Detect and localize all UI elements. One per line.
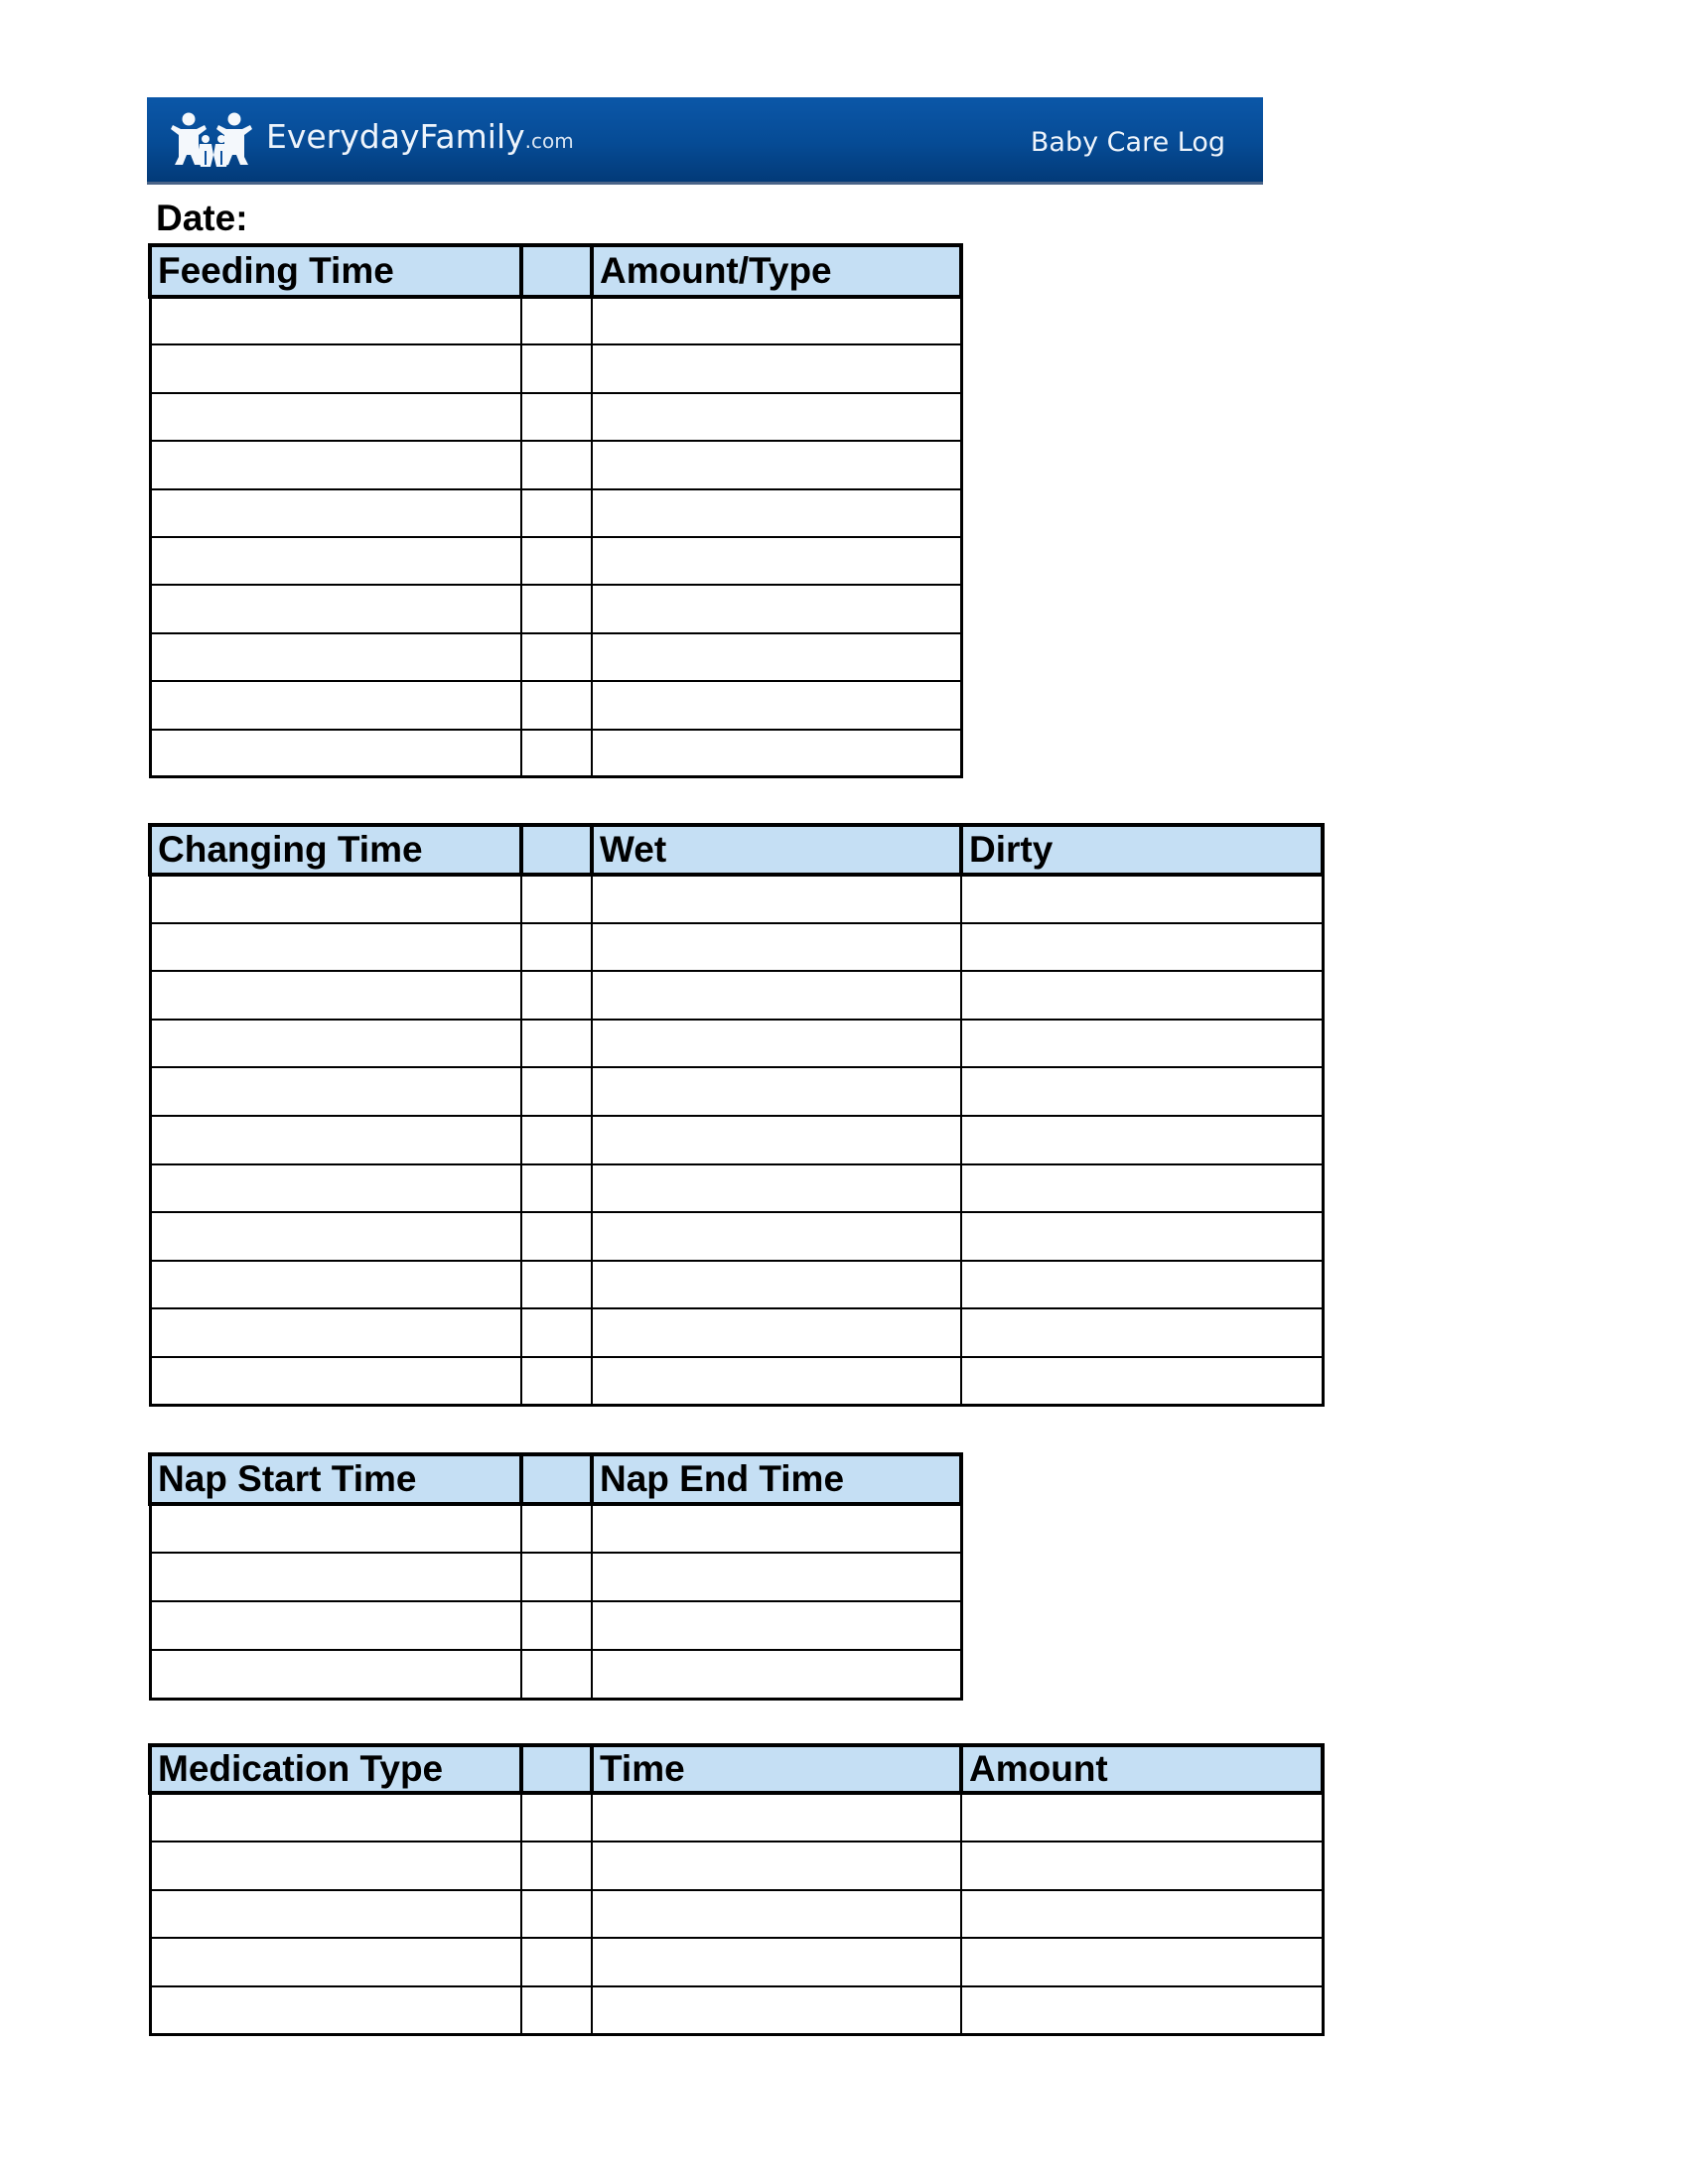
cell-input[interactable] <box>522 1319 591 1347</box>
table-cell[interactable] <box>592 393 961 441</box>
table-cell[interactable] <box>521 1601 592 1650</box>
table-cell[interactable] <box>150 1890 521 1939</box>
column-header <box>521 245 592 297</box>
cell-input[interactable] <box>593 981 960 1009</box>
cell-input[interactable] <box>152 1078 521 1106</box>
cell-input[interactable] <box>152 933 521 961</box>
cell-input[interactable] <box>522 981 591 1009</box>
cell-input[interactable] <box>522 1271 591 1298</box>
cell-input[interactable] <box>522 1222 591 1250</box>
table-row <box>150 1067 1323 1116</box>
table-row <box>150 1793 1323 1842</box>
table-cell[interactable] <box>150 1212 521 1261</box>
cell-input[interactable] <box>152 1319 521 1347</box>
table-cell[interactable] <box>592 1504 961 1553</box>
date-label: Date: <box>156 198 248 238</box>
cell-input[interactable] <box>593 1271 960 1298</box>
cell-input[interactable] <box>152 691 521 719</box>
cell-input[interactable] <box>152 403 521 431</box>
table-cell[interactable] <box>521 393 592 441</box>
table-cell[interactable] <box>961 923 1323 972</box>
cell-input[interactable] <box>152 1126 521 1154</box>
cell-input[interactable] <box>593 308 960 336</box>
column-header: Medication Type <box>150 1745 521 1793</box>
cell-input[interactable] <box>522 451 591 478</box>
table-cell[interactable] <box>961 1890 1323 1939</box>
table-cell[interactable] <box>592 537 961 585</box>
table-cell[interactable] <box>150 489 521 537</box>
table-row <box>150 633 961 681</box>
cell-input[interactable] <box>962 1319 1322 1347</box>
table-cell[interactable] <box>592 1890 961 1939</box>
cell-input[interactable] <box>522 1078 591 1106</box>
table-cell[interactable] <box>592 1842 961 1890</box>
table-cell[interactable] <box>521 1842 592 1890</box>
cell-input[interactable] <box>593 643 960 671</box>
cell-input[interactable] <box>593 1126 960 1154</box>
cell-input[interactable] <box>152 1804 521 1832</box>
cell-input[interactable] <box>152 451 521 478</box>
column-header <box>521 1745 592 1793</box>
table-cell[interactable] <box>521 585 592 632</box>
cell-input[interactable] <box>962 1126 1322 1154</box>
cell-input[interactable] <box>522 1126 591 1154</box>
table-row <box>150 1212 1323 1261</box>
cell-input[interactable] <box>593 886 960 913</box>
cell-input[interactable] <box>962 1996 1322 2024</box>
cell-input[interactable] <box>522 1564 591 1591</box>
column-header: Nap End Time <box>592 1454 961 1504</box>
table-cell[interactable] <box>592 1020 961 1068</box>
table-cell[interactable] <box>592 1164 961 1213</box>
table-cell[interactable] <box>150 1986 521 2035</box>
table-cell[interactable] <box>150 730 521 777</box>
cell-input[interactable] <box>522 643 591 671</box>
table-cell[interactable] <box>150 297 521 344</box>
table-cell[interactable] <box>150 1601 521 1650</box>
column-header <box>521 1454 592 1504</box>
changing-table <box>148 823 1325 1407</box>
cell-input[interactable] <box>152 547 521 575</box>
cell-input[interactable] <box>593 1515 960 1543</box>
cell-input[interactable] <box>593 403 960 431</box>
table-cell[interactable] <box>521 537 592 585</box>
table-row <box>150 1650 961 1699</box>
cell-input[interactable] <box>593 1996 960 2024</box>
table-row <box>150 681 961 729</box>
cell-input[interactable] <box>522 691 591 719</box>
table-cell[interactable] <box>961 1357 1323 1406</box>
column-header <box>521 825 592 875</box>
table-cell[interactable] <box>592 1553 961 1601</box>
cell-input[interactable] <box>522 1174 591 1202</box>
cell-input[interactable] <box>962 933 1322 961</box>
cell-input[interactable] <box>522 547 591 575</box>
table-cell[interactable] <box>592 1357 961 1406</box>
cell-input[interactable] <box>522 596 591 623</box>
table-row <box>150 344 961 392</box>
table-row <box>150 1842 1323 1890</box>
cell-input[interactable] <box>152 355 521 383</box>
cell-input[interactable] <box>522 739 591 766</box>
table-cell[interactable] <box>961 1842 1323 1890</box>
cell-input[interactable] <box>593 691 960 719</box>
table-row <box>150 1357 1323 1406</box>
cell-input[interactable] <box>593 1174 960 1202</box>
table-cell[interactable] <box>521 1986 592 2035</box>
cell-input[interactable] <box>593 1660 960 1688</box>
cell-input[interactable] <box>152 1174 521 1202</box>
table-cell[interactable] <box>150 1504 521 1553</box>
table-cell[interactable] <box>521 1067 592 1116</box>
table-cell[interactable] <box>521 1553 592 1601</box>
table-row <box>150 730 961 777</box>
table-row <box>150 585 961 632</box>
cell-input[interactable] <box>593 1367 960 1395</box>
table-row <box>150 1020 1323 1068</box>
table-cell[interactable] <box>592 1793 961 1842</box>
cell-input[interactable] <box>593 1078 960 1106</box>
cell-input[interactable] <box>593 1319 960 1347</box>
table-cell[interactable] <box>592 681 961 729</box>
column-header: Time <box>592 1745 961 1793</box>
table-cell[interactable] <box>961 1308 1323 1357</box>
brand-tld: .com <box>524 129 574 153</box>
column-header: Amount/Type <box>592 245 961 297</box>
table-cell[interactable] <box>592 1261 961 1309</box>
table-cell[interactable] <box>150 1020 521 1068</box>
header-row <box>150 1745 1323 1793</box>
header-row <box>150 1454 961 1504</box>
family-figures-icon <box>171 111 256 169</box>
cell-input[interactable] <box>593 739 960 766</box>
table-cell[interactable] <box>521 730 592 777</box>
cell-input[interactable] <box>522 1367 591 1395</box>
table-cell[interactable] <box>592 1116 961 1164</box>
header-row <box>150 825 1323 875</box>
table-cell[interactable] <box>961 971 1323 1020</box>
cell-input[interactable] <box>152 1515 521 1543</box>
feeding-table <box>148 243 963 778</box>
column-header: Changing Time <box>150 825 521 875</box>
column-header: Nap Start Time <box>150 1454 521 1504</box>
table-cell[interactable] <box>521 1261 592 1309</box>
cell-input[interactable] <box>593 1222 960 1250</box>
cell-input[interactable] <box>962 1851 1322 1879</box>
cell-input[interactable] <box>152 1612 521 1640</box>
table-cell[interactable] <box>521 441 592 488</box>
table-cell[interactable] <box>592 1067 961 1116</box>
table-cell[interactable] <box>150 537 521 585</box>
table-cell[interactable] <box>592 1986 961 2035</box>
table-row <box>150 1938 1323 1986</box>
cell-input[interactable] <box>522 1029 591 1057</box>
table-row <box>150 1601 961 1650</box>
table-row <box>150 1116 1323 1164</box>
column-header: Wet <box>592 825 961 875</box>
table-row <box>150 1164 1323 1213</box>
cell-input[interactable] <box>962 1804 1322 1832</box>
table-cell[interactable] <box>592 923 961 972</box>
cell-input[interactable] <box>962 1078 1322 1106</box>
table-cell[interactable] <box>592 441 961 488</box>
table-cell[interactable] <box>961 1116 1323 1164</box>
cell-input[interactable] <box>152 1949 521 1977</box>
table-cell[interactable] <box>150 923 521 972</box>
table-cell[interactable] <box>521 1164 592 1213</box>
table-row <box>150 489 961 537</box>
table-cell[interactable] <box>521 1938 592 1986</box>
cell-input[interactable] <box>152 308 521 336</box>
table-cell[interactable] <box>150 1164 521 1213</box>
cell-input[interactable] <box>593 1612 960 1640</box>
table-cell[interactable] <box>150 1067 521 1116</box>
cell-input[interactable] <box>962 1900 1322 1928</box>
table-cell[interactable] <box>592 633 961 681</box>
table-cell[interactable] <box>150 393 521 441</box>
table-cell[interactable] <box>521 971 592 1020</box>
table-cell[interactable] <box>521 681 592 729</box>
table-cell[interactable] <box>150 633 521 681</box>
table-cell[interactable] <box>150 875 521 923</box>
cell-input[interactable] <box>522 1851 591 1879</box>
column-header: Dirty <box>961 825 1323 875</box>
cell-input[interactable] <box>152 886 521 913</box>
table-cell[interactable] <box>592 971 961 1020</box>
table-cell[interactable] <box>521 923 592 972</box>
table-cell[interactable] <box>521 875 592 923</box>
table-cell[interactable] <box>521 344 592 392</box>
cell-input[interactable] <box>962 1174 1322 1202</box>
table-row <box>150 537 961 585</box>
cell-input[interactable] <box>522 1996 591 2024</box>
cell-input[interactable] <box>522 1660 591 1688</box>
cell-input[interactable] <box>152 1851 521 1879</box>
table-cell[interactable] <box>521 1212 592 1261</box>
table-cell[interactable] <box>150 971 521 1020</box>
cell-input[interactable] <box>962 981 1322 1009</box>
table-cell[interactable] <box>150 1553 521 1601</box>
cell-input[interactable] <box>962 886 1322 913</box>
cell-input[interactable] <box>593 1949 960 1977</box>
table-row <box>150 875 1323 923</box>
cell-input[interactable] <box>522 1900 591 1928</box>
cell-input[interactable] <box>152 981 521 1009</box>
column-header: Feeding Time <box>150 245 521 297</box>
brand-name <box>266 117 574 161</box>
table-cell[interactable] <box>150 1308 521 1357</box>
table-cell[interactable] <box>150 585 521 632</box>
table-cell[interactable] <box>592 875 961 923</box>
cell-input[interactable] <box>593 1029 960 1057</box>
cell-input[interactable] <box>152 499 521 527</box>
cell-input[interactable] <box>593 933 960 961</box>
cell-input[interactable] <box>962 1949 1322 1977</box>
table-row <box>150 1261 1323 1309</box>
cell-input[interactable] <box>152 643 521 671</box>
cell-input[interactable] <box>522 1804 591 1832</box>
table-cell[interactable] <box>961 1793 1323 1842</box>
cell-input[interactable] <box>522 499 591 527</box>
table-cell[interactable] <box>592 489 961 537</box>
table-cell[interactable] <box>592 1650 961 1699</box>
table-cell[interactable] <box>961 1020 1323 1068</box>
table-row <box>150 1890 1323 1939</box>
table-cell[interactable] <box>150 1938 521 1986</box>
table-cell[interactable] <box>521 1308 592 1357</box>
brand-name-text: EverydayFamily <box>266 117 525 156</box>
cell-input[interactable] <box>152 1660 521 1688</box>
table-cell[interactable] <box>521 1890 592 1939</box>
cell-input[interactable] <box>522 1612 591 1640</box>
table-cell[interactable] <box>521 1020 592 1068</box>
table-cell[interactable] <box>961 1986 1323 2035</box>
table-cell[interactable] <box>521 1504 592 1553</box>
table-cell[interactable] <box>150 1793 521 1842</box>
cell-input[interactable] <box>522 1515 591 1543</box>
table-cell[interactable] <box>521 297 592 344</box>
cell-input[interactable] <box>522 886 591 913</box>
table-row <box>150 297 961 344</box>
header-banner <box>147 97 1263 185</box>
cell-input[interactable] <box>593 355 960 383</box>
table-cell[interactable] <box>150 1650 521 1699</box>
cell-input[interactable] <box>593 1564 960 1591</box>
cell-input[interactable] <box>593 596 960 623</box>
table-cell[interactable] <box>592 1212 961 1261</box>
table-cell[interactable] <box>150 1261 521 1309</box>
table-row <box>150 1986 1323 2035</box>
cell-input[interactable] <box>522 308 591 336</box>
cell-input[interactable] <box>593 547 960 575</box>
cell-input[interactable] <box>593 499 960 527</box>
cell-input[interactable] <box>962 1271 1322 1298</box>
table-cell[interactable] <box>521 633 592 681</box>
table-row <box>150 1308 1323 1357</box>
table-cell[interactable] <box>521 1357 592 1406</box>
cell-input[interactable] <box>522 933 591 961</box>
table-cell[interactable] <box>150 441 521 488</box>
cell-input[interactable] <box>152 1271 521 1298</box>
cell-input[interactable] <box>593 451 960 478</box>
nap-table <box>148 1452 963 1701</box>
cell-input[interactable] <box>152 1029 521 1057</box>
table-cell[interactable] <box>961 1067 1323 1116</box>
cell-input[interactable] <box>152 596 521 623</box>
cell-input[interactable] <box>152 1564 521 1591</box>
cell-input[interactable] <box>522 355 591 383</box>
cell-input[interactable] <box>522 1949 591 1977</box>
medication-table <box>148 1743 1325 2036</box>
table-cell[interactable] <box>521 1116 592 1164</box>
table-cell[interactable] <box>521 489 592 537</box>
table-row <box>150 1504 961 1553</box>
cell-input[interactable] <box>152 1367 521 1395</box>
cell-input[interactable] <box>152 1996 521 2024</box>
cell-input[interactable] <box>152 739 521 766</box>
table-cell[interactable] <box>592 1308 961 1357</box>
table-cell[interactable] <box>961 1164 1323 1213</box>
table-row <box>150 393 961 441</box>
cell-input[interactable] <box>593 1851 960 1879</box>
header-row <box>150 245 961 297</box>
table-row <box>150 971 1323 1020</box>
table-cell[interactable] <box>592 585 961 632</box>
cell-input[interactable] <box>593 1900 960 1928</box>
table-cell[interactable] <box>150 344 521 392</box>
table-cell[interactable] <box>592 730 961 777</box>
table-cell[interactable] <box>961 1938 1323 1986</box>
table-cell[interactable] <box>521 1793 592 1842</box>
cell-input[interactable] <box>962 1367 1322 1395</box>
table-cell[interactable] <box>961 1261 1323 1309</box>
table-cell[interactable] <box>961 1212 1323 1261</box>
table-row <box>150 923 1323 972</box>
table-cell[interactable] <box>150 1357 521 1406</box>
document-title: Baby Care Log <box>1030 127 1225 158</box>
table-cell[interactable] <box>592 344 961 392</box>
table-cell[interactable] <box>521 1650 592 1699</box>
table-row <box>150 441 961 488</box>
table-cell[interactable] <box>150 681 521 729</box>
table-cell[interactable] <box>592 1601 961 1650</box>
cell-input[interactable] <box>152 1900 521 1928</box>
table-cell[interactable] <box>150 1116 521 1164</box>
cell-input[interactable] <box>152 1222 521 1250</box>
cell-input[interactable] <box>522 403 591 431</box>
cell-input[interactable] <box>962 1222 1322 1250</box>
column-header: Amount <box>961 1745 1323 1793</box>
table-cell[interactable] <box>592 297 961 344</box>
table-cell[interactable] <box>150 1842 521 1890</box>
table-row <box>150 1553 961 1601</box>
table-cell[interactable] <box>592 1938 961 1986</box>
table-cell[interactable] <box>961 875 1323 923</box>
cell-input[interactable] <box>962 1029 1322 1057</box>
cell-input[interactable] <box>593 1804 960 1832</box>
